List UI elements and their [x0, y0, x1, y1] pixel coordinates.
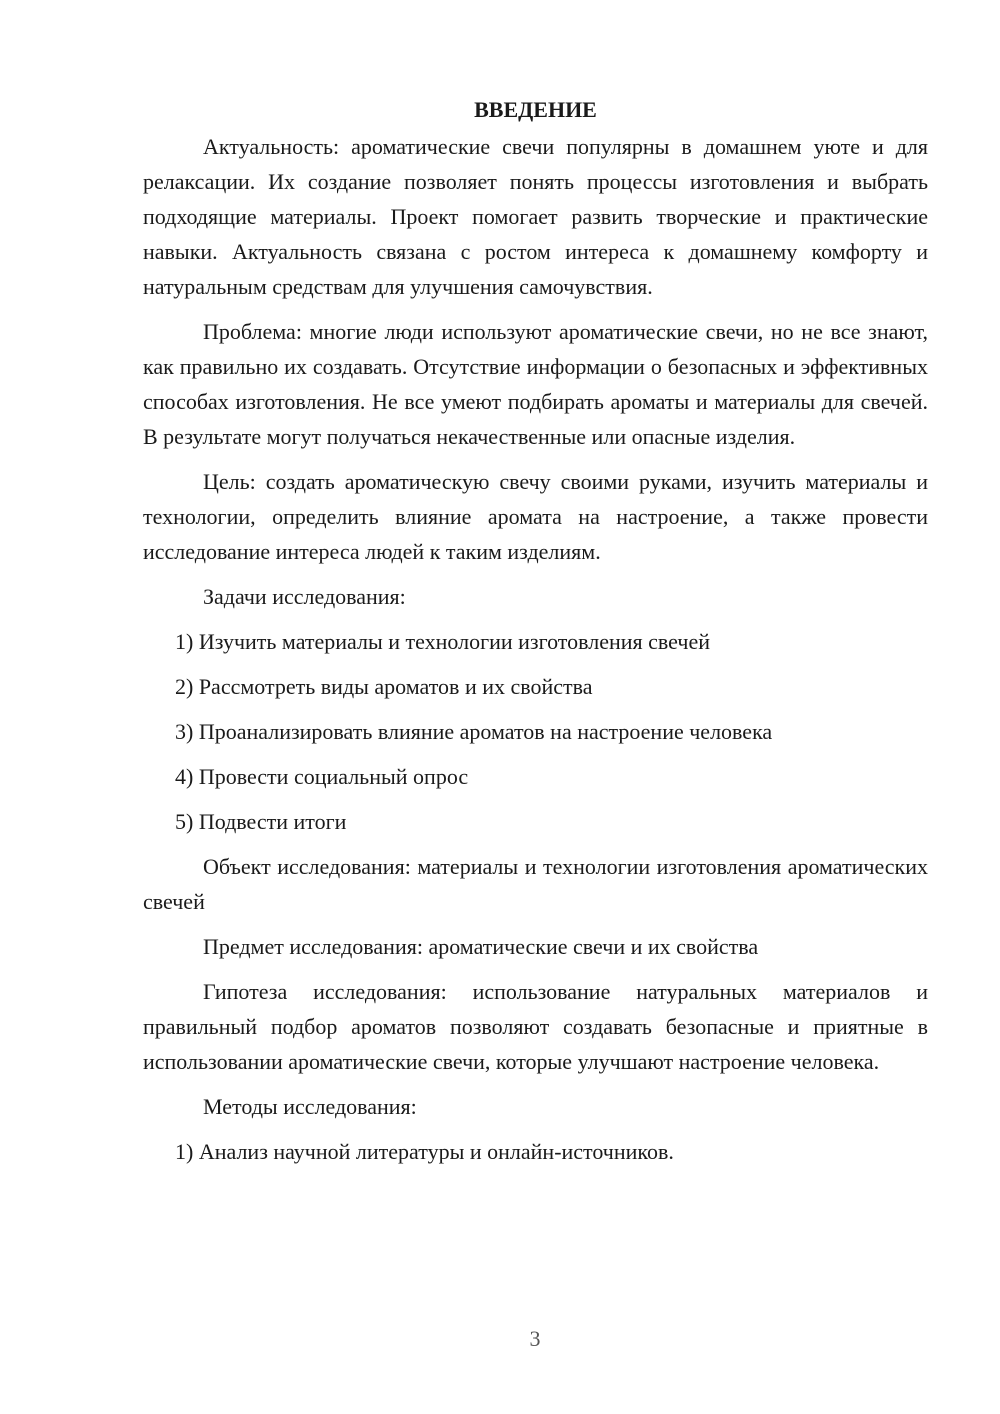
list-item: 3) Проанализировать влияние ароматов на настроение человека — [175, 719, 773, 744]
list-item: 5) Подвести итоги — [175, 809, 347, 834]
list-item: 2) Рассмотреть виды ароматов и их свойства — [175, 674, 593, 699]
object-paragraph: Объект исследования: материалы и технологии изготовления ароматических свечей — [143, 854, 928, 914]
page-number: 3 — [529, 1326, 541, 1351]
tasks-heading: Задачи исследования: — [203, 584, 406, 609]
subject-paragraph: Предмет исследования: ароматические свечи и их свойства — [203, 934, 759, 959]
goal-paragraph: Цель: создать ароматическую свечу своими руками, изучить материалы и технологии, определить влияние аромата на настроение, а также провести исследование интереса людей к таким изделиям. — [143, 469, 928, 564]
document-page — [143, 92, 928, 1179]
section-title: ВВЕДЕНИЕ — [474, 97, 597, 122]
tasks-list — [143, 624, 928, 839]
list-item: 1) Анализ научной литературы и онлайн-источников. — [175, 1139, 674, 1164]
problem-paragraph: Проблема: многие люди используют ароматические свечи, но не все знают, как правильно их создавать. Отсутствие информации о безопасных и эффективных способах изготовления. Не все умеют подбирать ароматы и материалы для свечей. В результате могут получаться некачественные или опасные изделия. — [143, 319, 928, 449]
list-item: 1) Изучить материалы и технологии изготовления свечей — [175, 629, 710, 654]
list-item: 4) Провести социальный опрос — [175, 764, 469, 789]
methods-list — [143, 1134, 928, 1169]
relevance-paragraph: Актуальность: ароматические свечи популярны в домашнем уюте и для релаксации. Их создание позволяет понять процессы изготовления и выбрать подходящие материалы. Проект помогает развить творческие и практические навыки. Актуальность связана с ростом интереса к домашнему комфорту и натуральным средствам для улучшения самочувствия. — [143, 134, 928, 299]
methods-heading: Методы исследования: — [203, 1094, 417, 1119]
hypothesis-paragraph: Гипотеза исследования: использование натуральных материалов и правильный подбор ароматов позволяют создавать безопасные и приятные в использовании ароматические свечи, которые улучшают настроение человека. — [143, 979, 928, 1074]
